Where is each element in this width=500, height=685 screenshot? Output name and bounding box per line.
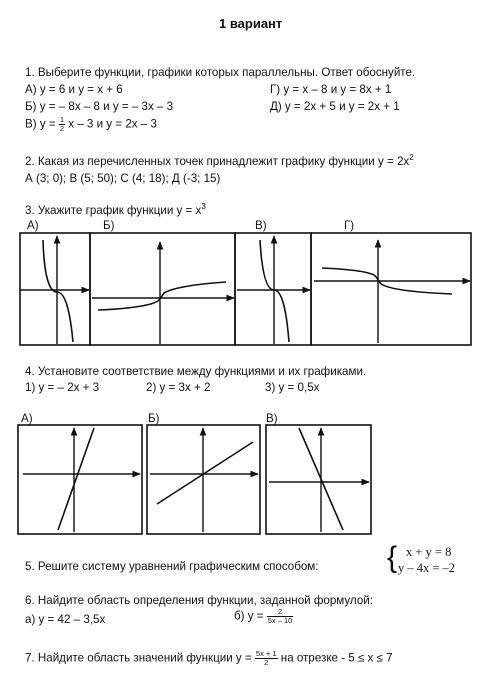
q6-question: 6. Найдите область определения функции, заданной формулой: <box>25 594 373 607</box>
graph-curve <box>98 282 226 310</box>
q1-option-a: А) у = 6 и у = х + 6 <box>25 83 123 96</box>
graph-frame <box>311 233 471 345</box>
q4-function-3: 3) у = 0,5х <box>265 381 320 394</box>
graph-frame <box>20 233 90 345</box>
q4-question: 4. Установите соответствие между функциями и их графиками. <box>25 365 367 378</box>
q4-function-1: 1) у = – 2х + 3 <box>25 381 100 394</box>
q1-option-v-suffix: х – 3 и у = 2х – 3 <box>68 117 157 131</box>
q3-label-b: Б) <box>103 219 115 232</box>
graph-frame <box>90 233 235 345</box>
q4-graph-b <box>147 425 260 534</box>
q1-option-v-prefix: В) у = <box>25 117 56 131</box>
system-brace: { <box>387 541 398 574</box>
q6-option-b-prefix: б) у = <box>234 609 264 623</box>
q1-option-b: Б) у = – 8х – 8 и у = – 3х – 3 <box>25 100 174 113</box>
graph-frame <box>18 425 142 534</box>
q4-label-a: А) <box>21 412 33 425</box>
fraction-numerator: 5х + 1 <box>255 649 277 658</box>
q6-option-a: а) у = 42 – 3,5х <box>25 613 106 626</box>
q4-function-2: 2) у = 3х + 2 <box>146 381 211 394</box>
graph-frame <box>235 233 311 345</box>
q4-label-b: Б) <box>148 412 160 425</box>
q1-question: 1. Выберите функции, графики которых параллельны. Ответ обоснуйте. <box>25 66 416 79</box>
fraction-denominator: 5х – 10 <box>267 616 293 625</box>
q4-graph-v <box>266 425 371 534</box>
q4-graph-a <box>18 425 142 534</box>
q2-options: А (3; 0); В (5; 50); С (4; 18); Д (-3; 15) <box>25 172 221 185</box>
q3-graph-v <box>235 233 311 345</box>
q3-graph-a <box>20 233 90 345</box>
q4-label-v: В) <box>266 412 278 425</box>
q2-exponent: 2 <box>409 153 414 163</box>
q5-equation-1: х + у = 8 <box>406 545 452 559</box>
graph-curve <box>43 240 73 342</box>
graph-line <box>58 428 94 530</box>
q3-exponent: 3 <box>201 202 206 212</box>
fraction-denominator: 2 <box>264 658 269 667</box>
q7-suffix: на отрезке - 5 ≤ х ≤ 7 <box>280 651 393 665</box>
q1-option-g: Г) у = х – 8 и у = 8х + 1 <box>270 83 392 96</box>
fraction-numerator: 1 <box>59 115 65 124</box>
q5-equation-2: у – 4х = –2 <box>398 561 456 575</box>
q3-question-text: 3. Укажите график функции у = х <box>25 204 202 217</box>
fraction-denominator: 2 <box>59 124 65 133</box>
q3-label-g: Г) <box>344 219 355 232</box>
q1-option-d: Д) у = 2х + 5 и у = 2х + 1 <box>270 100 400 113</box>
graph-frame <box>266 425 371 534</box>
page-title: 1 вариант <box>219 16 283 31</box>
q3-label-v: В) <box>255 219 267 232</box>
q3-label-a: А) <box>27 219 39 232</box>
q2-question-text: 2. Какая из перечисленных точек принадлежит графику функции у = 2х <box>25 155 410 168</box>
fraction-numerator: 2 <box>267 608 294 617</box>
q3-graph-b <box>90 233 235 345</box>
graph-line <box>157 442 253 504</box>
q7-prefix: 7. Найдите область значений функции у = <box>25 651 252 665</box>
q5-question: 5. Решите систему уравнений графическим способом: <box>25 560 319 573</box>
q3-graph-g <box>311 233 471 345</box>
